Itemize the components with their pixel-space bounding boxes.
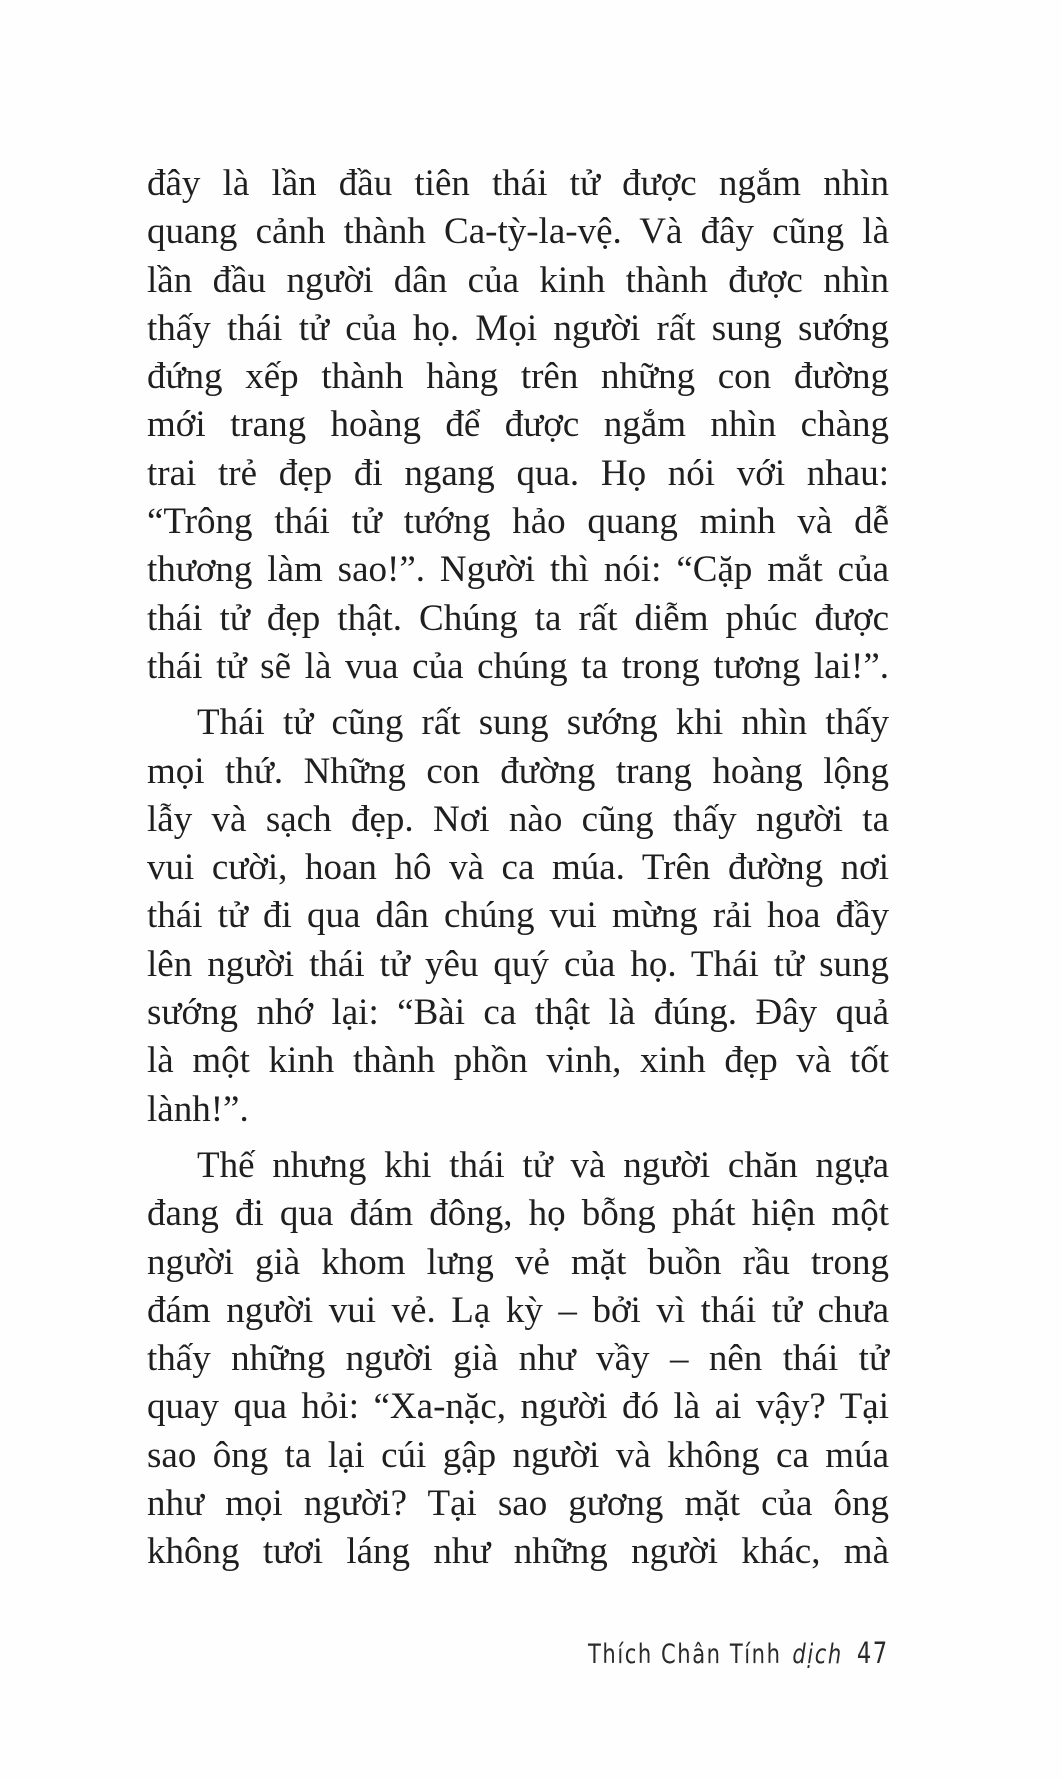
text-line: thấy thái tử của họ. Mọi người rất sung sướng: [147, 307, 889, 349]
text-line: là một kinh thành phồn vinh, xinh đẹp và tốt: [147, 1040, 889, 1082]
page-footer: [588, 1636, 889, 1676]
text-line: quang cảnh thành Ca-tỳ-la-vệ. Và đây cũng là: [147, 211, 889, 253]
translator-role: dịch: [792, 1639, 843, 1670]
text-line: quay qua hỏi: “Xa-nặc, người đó là ai vậy? Tại: [147, 1386, 889, 1428]
text-line: đám người vui vẻ. Lạ kỳ – bởi vì thái tử chưa: [147, 1289, 889, 1331]
paragraph-3: [147, 1142, 889, 1577]
paragraph-2: [147, 699, 889, 1134]
text-line: thái tử sẽ là vua của chúng ta trong tương lai!”.: [147, 645, 889, 687]
text-line: Thế nhưng khi thái tử và người chăn ngựa: [197, 1144, 889, 1186]
text-line: “Trông thái tử tướng hảo quang minh và dễ: [147, 501, 889, 543]
text-line: sướng nhớ lại: “Bài ca thật là đúng. Đây quả: [147, 992, 889, 1034]
translator-name: Thích Chân Tính: [588, 1639, 782, 1670]
text-line: mọi thứ. Những con đường trang hoàng lộng: [147, 750, 889, 792]
text-line: mới trang hoàng để được ngắm nhìn chàng: [147, 404, 889, 446]
text-line: thấy những người già như vầy – nên thái tử: [147, 1338, 889, 1380]
text-line: lẫy và sạch đẹp. Nơi nào cũng thấy người ta: [147, 798, 889, 840]
text-line: như mọi người? Tại sao gương mặt của ông: [147, 1483, 889, 1525]
text-line: sao ông ta lại cúi gập người và không ca múa: [147, 1434, 889, 1476]
text-line: Thái tử cũng rất sung sướng khi nhìn thấy: [197, 702, 889, 744]
text-line: lần đầu người dân của kinh thành được nhìn: [147, 259, 889, 301]
text-line: đứng xếp thành hàng trên những con đường: [147, 356, 889, 398]
text-line: thái tử đẹp thật. Chúng ta rất diễm phúc được: [147, 597, 889, 639]
text-line: đang đi qua đám đông, họ bỗng phát hiện một: [147, 1193, 889, 1235]
text-line: lên người thái tử yêu quý của họ. Thái tử sung: [147, 943, 889, 985]
text-line: vui cười, hoan hô và ca múa. Trên đường nơi: [147, 847, 889, 889]
text-line: thương làm sao!”. Người thì nói: “Cặp mắt của: [147, 549, 889, 591]
text-line: người già khom lưng vẻ mặt buồn rầu trong: [147, 1241, 889, 1283]
text-line: đây là lần đầu tiên thái tử được ngắm nhìn: [147, 163, 889, 204]
body-text: [147, 160, 889, 1577]
text-line: không tươi láng như những người khác, mà: [147, 1531, 889, 1573]
page-number: 47: [856, 1636, 889, 1670]
text-line: thái tử đi qua dân chúng vui mừng rải hoa đầy: [147, 895, 889, 937]
paragraph-1: [147, 160, 889, 691]
text-line: trai trẻ đẹp đi ngang qua. Họ nói với nhau:: [147, 452, 889, 494]
text-line: lành!”.: [147, 1088, 249, 1130]
